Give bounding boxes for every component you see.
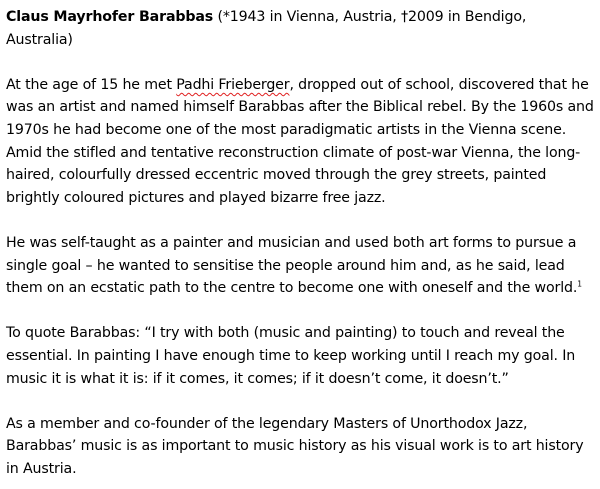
footnote-marker: 1 <box>577 279 582 289</box>
person-name-spellcheck: Padhi Frieberger <box>176 76 290 93</box>
paragraph-quote <box>6 322 594 390</box>
paragraph-early-life-text-start: At the age of 15 he met <box>6 76 177 93</box>
paragraph-jazz-text: As a member and co-founder of the legendary Masters of Unorthodox Jazz, Barabbas’ music is as important to music history as his visual work is to art history in Austria. <box>6 415 584 477</box>
paragraph-quote-text: To quote Barabbas: “I try with both (music and painting) to touch and reveal the essential. In painting I have enough time to keep working until I reach my goal. In music it is what it is: if it comes, it comes; if it doesn’t come, it doesn’t.” <box>6 325 576 387</box>
paragraph-self-taught <box>6 232 594 300</box>
artist-name: Claus Mayrhofer Barabbas <box>6 9 214 25</box>
artist-life-dates: (*1943 in Vienna, Austria, †2009 in Bendigo, Australia) <box>6 9 527 48</box>
paragraph-jazz <box>6 413 594 481</box>
paragraph-early-life-text-end: , dropped out of school, discovered that he was an artist and named himself Barabbas after the Biblical rebel. By the 1960s and 1970s he had become one of the most paradigmatic artists in the Vienna scene. Amid the stifled and tentative reconstruction climate of post-war Vienna, the long-haired, colourfully dressed eccentric moved through the grey streets, painted brightly coloured pictures and played bizarre free jazz. <box>6 76 594 206</box>
paragraph-early-life <box>6 74 594 210</box>
paragraph-self-taught-text: He was self-taught as a painter and musician and used both art forms to pursue a single goal – he wanted to sensitise the people around him and, as he said, lead them on an ecstatic path to the centre to become one with oneself and the world. <box>6 234 578 297</box>
biography-header <box>6 6 594 51</box>
